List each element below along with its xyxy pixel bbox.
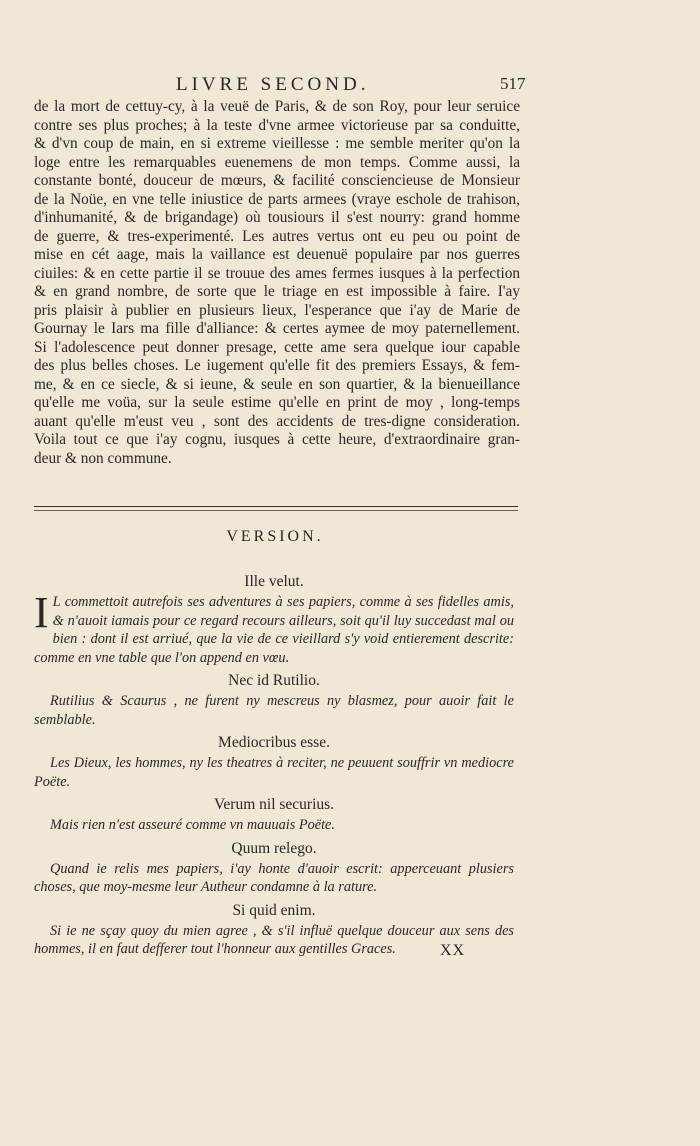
latin-lemma: Quum relego.	[231, 839, 317, 857]
text-line: contre ses plus proches; à la teste d'vne armee victorieuse par sa conduitte,	[34, 116, 520, 134]
section-divider-thin	[34, 510, 518, 511]
main-text	[34, 98, 520, 468]
translation-paragraph: Si ie ne sçay quoy du mien agree , & s'il influë quelque douceur aux sens des hommes, il en faut defferer tout l'honneur aux gentilles Graces.	[34, 922, 514, 957]
text-line: me, & en ce siecle, & si ieune, & seule en son quartier, & la bienueillance	[34, 375, 520, 393]
section-divider	[34, 506, 518, 507]
running-head: LIVRE SECOND.	[176, 74, 370, 95]
text-line: Voila tout ce que i'ay cognu, iusques à cette heure, d'extraordinaire gran-	[34, 431, 520, 448]
latin-lemma: Ille velut.	[244, 573, 304, 590]
latin-lemma: Si quid enim.	[232, 901, 316, 919]
version-translations	[34, 572, 514, 963]
text-line: Si l'adolescence peut donner presage, cette ame sera quelque iour capable	[34, 338, 520, 356]
text-line: des plus belles choses. Le iugement qu'elle fit des premiers Essays, & fem-	[34, 357, 520, 374]
translation-paragraph: Les Dieux, les hommes, ny les theatres à reciter, ne peuuent souffrir vn mediocre Poëte.	[34, 755, 514, 790]
text-line: pris plaisir à publier en plusieurs lieux, l'esperance que i'ay de Marie de	[34, 301, 520, 319]
version-heading: VERSION.	[226, 528, 324, 545]
latin-lemma: Verum nil securius.	[213, 796, 335, 813]
text-line: de la Noüe, en vne telle iniustice de parts armees (vraye eschole de trahison,	[34, 190, 520, 208]
latin-lemma: Mediocribus esse.	[218, 734, 330, 751]
page-header	[0, 74, 700, 98]
translation-paragraph: Mais rien n'est asseuré comme vn mauuais Poëte.	[50, 817, 335, 833]
text-line: auant qu'elle m'eust veu , sont des accidents de tres-digne consideration.	[34, 412, 520, 430]
text-line: loge entre les remarquables euenemens de mon temps. Comme aussi, la	[34, 153, 520, 171]
text-line: constante bonté, douceur de mœurs, & facilité consciencieuse de Monsieur	[34, 172, 520, 189]
text-line: Gournay le Iars ma fille d'alliance: & certes aymee de moy paternellement.	[34, 320, 520, 337]
text-line: qu'elle me voüa, sur la seule estime qu'elle en print de moy , long-temps	[34, 394, 520, 411]
text-line: de guerre, & tres-experimenté. Les autres vertus ont eu peu ou point de	[34, 227, 520, 245]
translation-paragraph	[34, 588, 514, 667]
signature-mark: XX	[440, 942, 466, 959]
translation-paragraph: Rutilius & Scaurus , ne furent ny mescreus ny blasmez, pour auoir fait le semblable.	[34, 693, 514, 728]
text-line: deur & non commune.	[34, 449, 172, 467]
text-line: d'inhumanité, & de brigandage) où tousiours il s'est nourry: grand homme	[34, 209, 520, 226]
text-line: & en grand nombre, de sorte que le triage en est impossible à faire. I'ay	[34, 283, 520, 300]
text-line: ciuiles: & en cette partie il se trouue des ames fermes iusques à la perfection	[34, 264, 520, 282]
text-line: mise en cét aage, mais la vaillance est deuenuë populaire par nos guerres	[34, 246, 520, 263]
page-number: 517	[500, 74, 526, 93]
translation-text: L commettoit autrefois ses adventures à ses papiers, comme à ses fidelles amis, & n'auoit iamais pour ce regard recours ailleurs, soit qu'il luy succedast mal ou bien : dont il est arriué, que la vie de ce vieillard s'y void entierement descrite: comme en vne table que l'on append en vœu.	[34, 594, 514, 666]
drop-cap: I	[34, 588, 49, 637]
text-line: & d'vn coup de main, en si extreme vieillesse : me semble meriter qu'on la	[34, 135, 520, 152]
text-line: de la mort de cettuy-cy, à la veuë de Paris, & de son Roy, pour leur seruice	[34, 98, 520, 115]
latin-lemma: Nec id Rutilio.	[228, 672, 320, 689]
translation-paragraph: Quand ie relis mes papiers, i'ay honte d'auoir escrit: apperceuant plusiers choses, que moy-mesme leur Autheur condamne à la rature.	[34, 860, 514, 895]
